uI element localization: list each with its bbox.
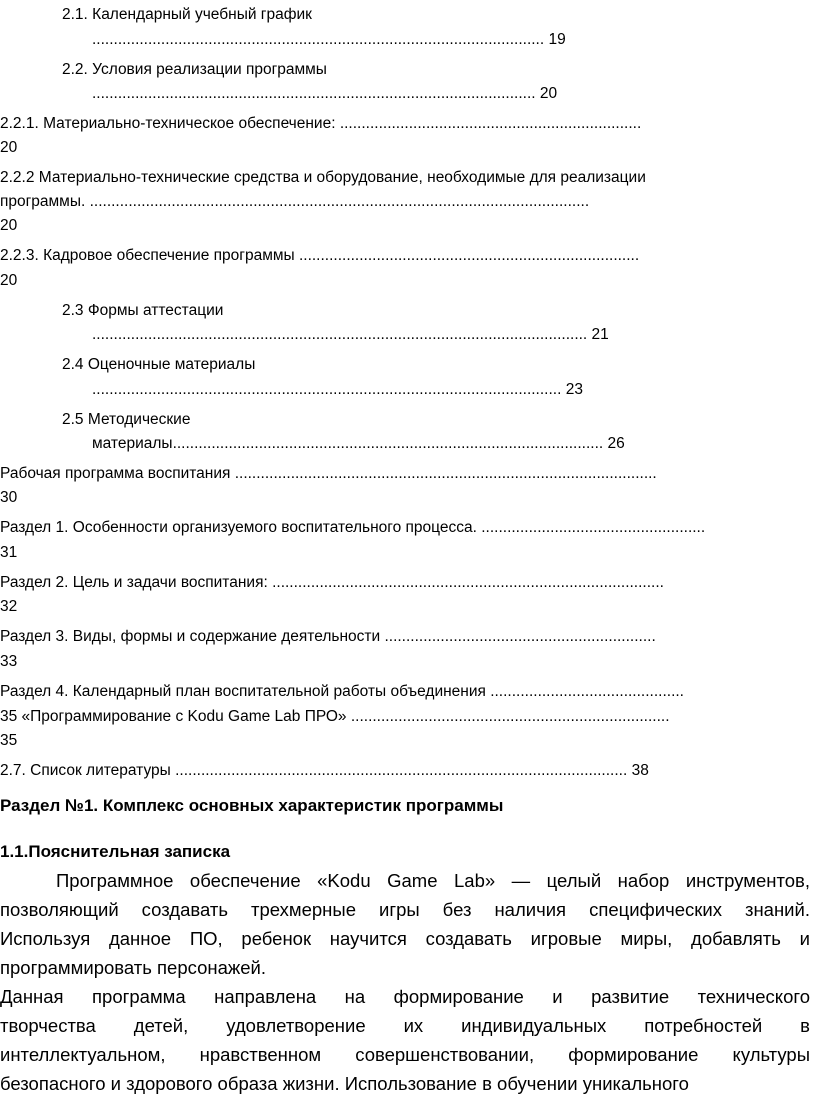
toc-item-2-1-title: 2.1. Календарный учебный график bbox=[62, 6, 312, 23]
toc-item-work-program-page: 30 bbox=[0, 489, 18, 506]
section-heading: Раздел №1. Комплекс основных характеристик программы bbox=[0, 796, 504, 815]
paragraph-line: Программное обеспечение «Kodu Game Lab» — целый набор инструментов, bbox=[56, 870, 810, 891]
toc-item-section-4-page: 35 bbox=[0, 732, 18, 749]
toc-item-2-5-leader: материалы.................................................................................................... 26 bbox=[92, 435, 625, 452]
toc-item-section-2-page: 32 bbox=[0, 598, 18, 615]
paragraph-line: позволяющий создавать трехмерные игры без наличия специфических знаний. bbox=[0, 899, 810, 920]
toc-item-section-1: Раздел 1. Особенности организуемого воспитательного процесса. .................................................... bbox=[0, 519, 706, 536]
toc-item-2-2-2: 2.2.2 Материально-технические средства и оборудование, необходимые для реализации bbox=[0, 169, 646, 186]
toc-item-2-2-title: 2.2. Условия реализации программы bbox=[62, 61, 327, 78]
toc-item-section-4-cont: 35 «Программирование с Kodu Game Lab ПРО» .......................................................................... bbox=[0, 708, 670, 725]
toc-item-section-3: Раздел 3. Виды, формы и содержание деятельности ............................................................... bbox=[0, 628, 656, 645]
toc-item-2-2-2-cont: программы. .................................................................................................................... bbox=[0, 193, 590, 210]
paragraph-line: программировать персонажей. bbox=[0, 957, 267, 978]
toc-item-2-3-title: 2.3 Формы аттестации bbox=[62, 302, 224, 319]
toc-item-2-2-3: 2.2.3. Кадровое обеспечение программы ............................................................................... bbox=[0, 247, 640, 264]
toc-item-2-2-leader: ....................................................................................................... 20 bbox=[92, 85, 558, 102]
paragraph-line: Данная программа направлена на формирование и развитие технического bbox=[0, 986, 810, 1007]
toc-item-section-3-page: 33 bbox=[0, 653, 18, 670]
paragraph-line: Используя данное ПО, ребенок научится создавать игровые миры, добавлять и bbox=[0, 928, 810, 949]
toc-item-2-1-leader: ......................................................................................................... 19 bbox=[92, 31, 566, 48]
toc-item-work-program: Рабочая программа воспитания .................................................................................................. bbox=[0, 465, 657, 482]
toc-item-section-1-page: 31 bbox=[0, 544, 18, 561]
toc-item-2-4-title: 2.4 Оценочные материалы bbox=[62, 356, 256, 373]
toc-item-2-2-1: 2.2.1. Материально-техническое обеспечение: ...................................................................... bbox=[0, 115, 642, 132]
toc-item-2-3-leader: ................................................................................................................... 21 bbox=[92, 326, 609, 343]
toc-item-2-4-leader: ............................................................................................................. 23 bbox=[92, 381, 583, 398]
toc-item-2-7: 2.7. Список литературы ......................................................................................................... 38 bbox=[0, 762, 649, 779]
toc-item-2-2-3-page: 20 bbox=[0, 272, 18, 289]
paragraph-line: интеллектуальном, нравственном совершенствовании, формирование культуры bbox=[0, 1044, 810, 1065]
paragraph-line: безопасного и здорового образа жизни. Использование в обучении уникального bbox=[0, 1073, 689, 1094]
subsection-heading: 1.1.Пояснительная записка bbox=[0, 842, 231, 861]
toc-item-2-2-2-page: 20 bbox=[0, 217, 18, 234]
toc-item-section-2: Раздел 2. Цель и задачи воспитания: ........................................................................................... bbox=[0, 574, 664, 591]
toc-item-2-5-title: 2.5 Методические bbox=[62, 411, 191, 428]
toc-item-section-4: Раздел 4. Календарный план воспитательной работы объединения ............................................. bbox=[0, 683, 684, 700]
toc-item-2-2-1-page: 20 bbox=[0, 139, 18, 156]
paragraph-line: творчества детей, удовлетворение их индивидуальных потребностей в bbox=[0, 1015, 810, 1036]
